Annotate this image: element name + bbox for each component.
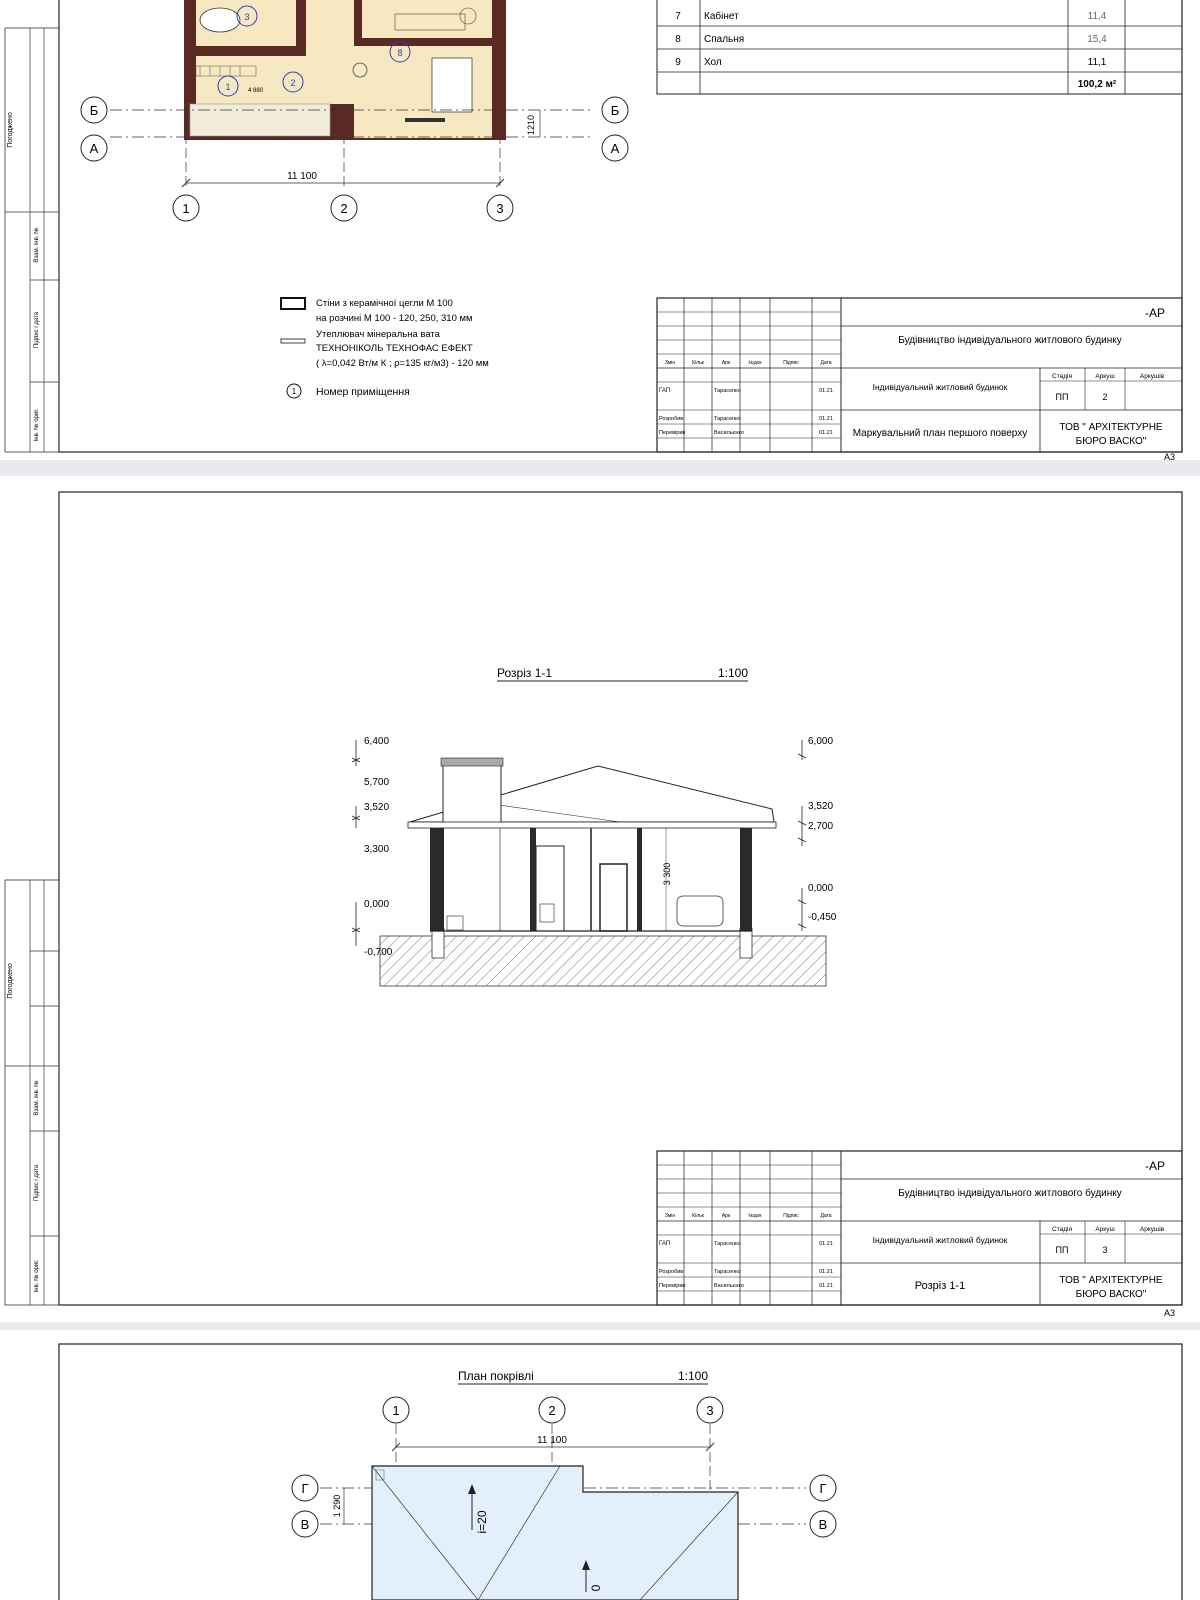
sheet1-margin-strip [5,28,59,452]
svg-text:Стадія: Стадія [1052,373,1072,380]
roof-axis-bubble-1 [383,1397,409,1423]
axis-bubble-A-right [602,135,628,161]
svg-text:Розробив: Розробив [659,1269,684,1275]
svg-text:А: А [89,141,99,156]
svg-text:11,1: 11,1 [1087,57,1107,68]
svg-text:Індивідуальний житловий будино: Індивідуальний житловий будинок [872,1235,1008,1245]
axis-bubble-A-left [81,135,107,161]
svg-text:Б: Б [610,103,620,118]
roof-axis-bubble-V-right [810,1511,836,1537]
svg-text:Г: Г [301,1481,309,1496]
svg-text:0,000: 0,000 [364,899,390,910]
room-row-7 [675,10,1107,22]
svg-text:6,400: 6,400 [364,736,390,747]
title-company-line2: БЮРО ВАСКО" [1075,436,1147,447]
plan-fragment [184,0,506,140]
svg-text:Арк: Арк [721,360,731,366]
svg-text:Інв. № ориг.: Інв. № ориг. [34,1259,40,1293]
legend-insul-line2: ТЕХНОНІКОЛЬ ТЕХНОФАС ЕФЕКТ [316,343,473,354]
svg-text:Розріз 1-1: Розріз 1-1 [914,1280,966,1292]
svg-text:Змін: Змін [664,360,676,366]
title-sheet-number: 2 [1102,392,1108,402]
svg-text:1: 1 [392,1403,400,1418]
svg-text:Перевірив: Перевірив [659,430,686,436]
svg-text:ГАП: ГАП [659,1241,671,1247]
svg-text:Кабінет: Кабінет [704,11,739,22]
svg-text:2: 2 [340,201,348,216]
svg-text:БЮРО ВАСКО": БЮРО ВАСКО" [1075,1289,1147,1300]
title-object: Індивідуальний житловий будинок [872,382,1008,392]
svg-text:0,000: 0,000 [808,883,834,894]
axis-bubble-B-right [602,97,628,123]
legend-wall-line2: на розчині М 100 - 120, 250, 310 мм [316,313,473,324]
legend-wall-line1: Стіни з керамічної цегли М 100 [316,298,453,309]
svg-text:Кільк: Кільк [692,1213,704,1219]
svg-text:01.21: 01.21 [819,388,833,394]
roof-slope-2: 0 [589,1584,603,1592]
svg-text:3: 3 [706,1403,714,1418]
room-table-total: 100,2 м² [1077,79,1117,90]
roof-axis-bubble-G-left [292,1475,318,1501]
roof-scale: 1:100 [677,1369,708,1383]
svg-text:В: В [300,1517,310,1532]
title-project: Будівництво індивідуального житлового будинку [898,335,1122,346]
roof-slope: i=20 [475,1510,489,1534]
svg-text:01.21: 01.21 [819,1283,833,1289]
title-drawing: Маркувальний план першого поверху [852,428,1028,439]
sheet2-margin-strip [5,880,59,1305]
axis-bubble-1 [173,195,199,221]
roof-outline [372,1466,738,1600]
svg-text:Підпис: Підпис [783,360,799,366]
svg-text:Г: Г [819,1481,827,1496]
plan-legend [281,298,489,398]
svg-text:Підпис: Підпис [783,1213,799,1219]
room-row-9 [675,57,1107,68]
roof-dimension-side: 1 290 [332,1494,342,1518]
svg-text:15,4: 15,4 [1087,34,1107,45]
sheet2-format: А3 [1163,1308,1175,1318]
svg-text:3: 3 [244,12,250,22]
svg-text:Розробив: Розробив [659,416,684,422]
svg-text:Тарасенко: Тарасенко [714,416,741,422]
svg-text:2,700: 2,700 [808,821,834,832]
roof-axis-bubble-G-right [810,1475,836,1501]
svg-text:Васильєнко: Васильєнко [714,430,744,436]
section-height-dim: 3 300 [662,862,672,886]
svg-text:6,000: 6,000 [808,736,834,747]
margin-label-inv: Взам. інв. № [34,227,40,263]
svg-text:Аркуш: Аркуш [1095,1226,1115,1233]
svg-text:3: 3 [1102,1245,1108,1255]
room-table [657,0,1182,94]
sheet2-frame [59,492,1182,1305]
svg-text:3,300: 3,300 [364,844,390,855]
plan-dimension: 11 100 [287,171,317,182]
title-code: -АР [1144,306,1165,320]
svg-text:Дата: Дата [820,360,832,366]
margin-label-orig: Інв. № ориг. [34,408,40,442]
roof-plan-drawing [0,1330,1200,1600]
level-marks-right [798,736,837,931]
svg-text:01.21: 01.21 [819,416,833,422]
svg-text:8: 8 [397,48,403,58]
roof-axis-bubble-V-left [292,1511,318,1537]
sheet-section [0,476,1200,1322]
svg-text:-0,450: -0,450 [808,912,837,923]
roof-axis-bubble-2 [539,1397,565,1423]
svg-text:Б: Б [89,103,99,118]
title-block-sheet1 [657,298,1182,452]
sheet1-format: А3 [1163,452,1175,460]
margin-label-agreed: Погоджено [7,112,14,148]
room-row-8 [675,34,1107,45]
legend-room-num-label: Номер приміщення [316,386,410,398]
section-scale: 1:100 [717,666,748,680]
svg-text:5,700: 5,700 [364,777,390,788]
svg-text:1: 1 [182,201,190,216]
roof-axis-bubble-3 [697,1397,723,1423]
margin-label-sign: Підпис і дата [34,311,40,349]
roof-dimension: 11 100 [537,1435,567,1446]
svg-text:Спальня: Спальня [704,34,745,45]
svg-text:Змін: Змін [664,1213,676,1219]
small-dimension: 4 880 [248,88,264,94]
svg-text:Тарасенко: Тарасенко [714,1241,741,1247]
legend-room-num-mark: 1 [291,387,297,396]
svg-text:3,520: 3,520 [808,801,834,812]
svg-text:2: 2 [548,1403,556,1418]
sheet-floor-plan [0,0,1200,460]
axis-bubble-B-left [81,97,107,123]
svg-text:ГАП: ГАП [659,388,671,394]
svg-text:А: А [610,141,620,156]
svg-text:Тарасенко: Тарасенко [714,388,741,394]
title-company-line1: ТОВ " АРХІТЕКТУРНЕ [1059,422,1163,433]
svg-text:Дата: Дата [820,1213,832,1219]
svg-text:8: 8 [675,34,681,45]
legend-insul-line1: Утеплювач мінеральна вата [316,329,440,340]
svg-text:11,4: 11,4 [1087,11,1107,22]
building-section [408,758,776,931]
svg-text:2: 2 [290,78,296,88]
axis-bubble-3 [487,195,513,221]
svg-text:Взам. інв. №: Взам. інв. № [34,1080,40,1116]
roof-title: План покрівлі [458,1369,534,1383]
svg-text:7: 7 [675,11,681,22]
svg-text:Аркушів: Аркушів [1139,1226,1165,1233]
svg-text:Підпис і дата: Підпис і дата [34,1164,40,1202]
svg-text:Хол: Хол [704,57,722,68]
svg-text:Будівництво індивідуального жи: Будівництво індивідуального житлового будинку [898,1188,1122,1199]
svg-text:Тарасенко: Тарасенко [714,1269,741,1275]
svg-text:3,520: 3,520 [364,802,390,813]
svg-text:Васильєнко: Васильєнко [714,1283,744,1289]
floor-plan-drawing [0,0,1200,460]
svg-text:01.21: 01.21 [819,430,833,436]
title-block-sheet2 [657,1151,1182,1305]
plan-dimension-side: 1210 [526,114,536,136]
title-stage: ПП [1055,392,1069,402]
svg-text:Стадія: Стадія [1052,1226,1072,1233]
svg-text:Погоджено: Погоджено [7,963,14,999]
axis-bubble-2 [331,195,357,221]
section-title: Розріз 1-1 [497,666,553,680]
section-drawing [0,476,1200,1322]
svg-text:-АР: -АР [1144,1159,1165,1173]
svg-text:Кільк: Кільк [692,360,704,366]
svg-text:№док: №док [748,360,762,366]
svg-text:Аркушів: Аркушів [1139,373,1165,380]
svg-text:Аркуш: Аркуш [1095,373,1115,380]
svg-text:ПП: ПП [1055,1245,1069,1255]
svg-text:01.21: 01.21 [819,1241,833,1247]
svg-text:01.21: 01.21 [819,1269,833,1275]
level-marks-left [352,736,393,958]
svg-text:9: 9 [675,57,681,68]
svg-text:-0,700: -0,700 [364,947,393,958]
svg-text:№док: №док [748,1213,762,1219]
svg-text:3: 3 [496,201,504,216]
sheet-roof-plan [0,1330,1200,1600]
ground-hatch [380,936,826,986]
svg-text:ТОВ " АРХІТЕКТУРНЕ: ТОВ " АРХІТЕКТУРНЕ [1059,1275,1163,1286]
svg-text:Перевірив: Перевірив [659,1283,686,1289]
svg-text:В: В [818,1517,828,1532]
svg-text:1: 1 [225,82,231,92]
legend-insul-line3: ( λ=0,042 Вт/м К ; ρ=135 кг/м3) - 120 мм [316,358,489,369]
svg-text:Арк: Арк [721,1213,731,1219]
